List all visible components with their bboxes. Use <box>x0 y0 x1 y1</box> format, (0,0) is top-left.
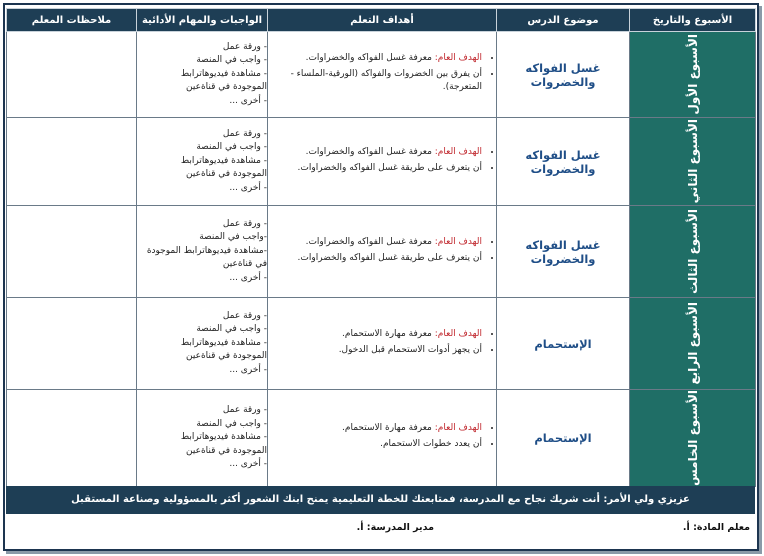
goal-item <box>268 68 482 95</box>
header-goals: أهداف التعلم <box>268 9 497 32</box>
notes-cell[interactable] <box>7 32 137 118</box>
table-row <box>7 390 756 487</box>
task-item: - مشاهدة فيديوهاترابط <box>180 432 267 443</box>
goal-key: الهدف العام: <box>434 329 482 339</box>
goal-text: معرفة غسل الفواكه والخضراوات. <box>305 237 435 247</box>
task-item: - ورقة عمل <box>222 405 267 416</box>
task-item: - أخرى ... <box>229 182 267 193</box>
week-label: الأسبوع الأول <box>685 34 700 115</box>
week-label: الأسبوع الخامس <box>685 390 700 486</box>
goal-text: أن يجهز أدوات الاستحمام قبل الدخول. <box>338 344 482 355</box>
goal-item <box>268 236 482 250</box>
goal-item <box>268 422 482 436</box>
tasks-cell <box>137 118 268 206</box>
goal-item <box>268 146 482 160</box>
goal-text: أن يتعرف على طريقة غسل الفواكه والخضراوات. <box>297 252 482 263</box>
goals-cell <box>268 206 497 298</box>
task-item: - مشاهدة فيديوهاترابط <box>180 155 267 166</box>
goal-text: أن يتعرف على طريقة غسل الفواكه والخضراوات. <box>297 162 482 173</box>
task-item: -واجب في المنصة <box>199 232 267 243</box>
goal-item <box>268 438 482 452</box>
goal-key: الهدف العام: <box>434 423 482 434</box>
task-item: الموجودة في قناةعين <box>186 82 267 93</box>
header-notes: ملاحظات المعلم <box>7 9 137 32</box>
week-cell <box>630 32 756 118</box>
tasks-cell <box>137 298 268 390</box>
week-label: الأسبوع الرابع <box>685 302 700 385</box>
goal-key: الهدف العام: <box>434 237 482 247</box>
tasks-cell <box>137 32 268 118</box>
notes-cell[interactable] <box>7 206 137 298</box>
topic-cell: غسل الفواكه والخضروات <box>497 32 630 118</box>
week-cell <box>630 298 756 390</box>
topic-cell: غسل الفواكه والخضروات <box>497 118 630 206</box>
principal-signature-line: مدير المدرسة: أ. <box>356 522 434 533</box>
header-topic: موضوع الدرس <box>497 9 630 32</box>
header-row <box>7 9 756 32</box>
parent-message-banner: عزيزي ولي الأمر: أنت شريك نجاح مع المدرسة، فمتابعتك للخطة التعليمية يمنح ابنك الشعور أكثر بالمسؤولية وصناعة المستقبل <box>6 486 755 514</box>
task-item: -مشاهدة فيديوهاترابط الموجودة <box>146 245 267 256</box>
tasks-cell <box>137 206 268 298</box>
goals-cell <box>268 32 497 118</box>
week-cell <box>630 206 756 298</box>
topic-cell: الإستحمام <box>497 298 630 390</box>
goal-item <box>268 328 482 342</box>
table-row <box>7 206 756 298</box>
task-item: الموجودة في قناةعين <box>186 169 267 180</box>
goal-text: معرفة مهارة الاستحمام. <box>342 423 435 434</box>
task-item: - مشاهدة فيديوهاترابط <box>180 337 267 348</box>
topic-cell: غسل الفواكه والخضروات <box>497 206 630 298</box>
goal-item <box>268 252 482 266</box>
week-label: الأسبوع الثاني <box>685 119 700 204</box>
task-item: - مشاهدة فيديوهاترابط <box>180 68 267 79</box>
goals-cell <box>268 390 497 487</box>
notes-cell[interactable] <box>7 118 137 206</box>
task-item: - واجب في المنصة <box>196 324 267 335</box>
table-row <box>7 32 756 118</box>
task-item: - واجب في المنصة <box>196 142 267 153</box>
header-tasks: الواجبات والمهام الأدائية <box>137 9 268 32</box>
task-item: - ورقة عمل <box>222 128 267 139</box>
topic-cell: الإستحمام <box>497 390 630 487</box>
goal-text: أن يفرق بين الخضروات والفواكه (الورقية-الملساء - المتعرجة). <box>290 68 482 93</box>
task-item: الموجودة في قناةعين <box>186 351 267 362</box>
goal-item <box>268 344 482 358</box>
week-cell <box>630 118 756 206</box>
goal-text: معرفة غسل الفواكه والخضراوات. <box>305 53 435 64</box>
notes-cell[interactable] <box>7 390 137 487</box>
task-item: في قناةعين <box>222 259 267 270</box>
table-row <box>7 298 756 390</box>
tasks-cell <box>137 390 268 487</box>
task-item: الموجودة في قناةعين <box>186 445 267 456</box>
task-item: - أخرى ... <box>229 272 267 283</box>
goals-cell <box>268 298 497 390</box>
goal-item <box>268 52 482 66</box>
goal-item <box>268 162 482 176</box>
task-item: - ورقة عمل <box>222 41 267 52</box>
goal-text: معرفة غسل الفواكه والخضراوات. <box>305 147 435 157</box>
goal-key: الهدف العام: <box>434 53 482 64</box>
header-week: الأسبوع والتاريخ <box>630 9 756 32</box>
goal-text: معرفة مهارة الاستحمام. <box>342 329 435 339</box>
table-row <box>7 118 756 206</box>
teacher-signature-line: معلم المادة: أ. <box>682 522 750 533</box>
week-cell <box>630 390 756 487</box>
task-item: - ورقة عمل <box>222 218 267 229</box>
weekly-plan-table <box>6 8 756 487</box>
notes-cell[interactable] <box>7 298 137 390</box>
week-label: الأسبوع الثالث <box>685 209 700 294</box>
goal-text: أن يعدد خطوات الاستحمام. <box>380 438 482 449</box>
goals-cell <box>268 118 497 206</box>
task-item: - واجب في المنصة <box>196 55 267 66</box>
task-item: - أخرى ... <box>229 459 267 470</box>
task-item: - واجب في المنصة <box>196 418 267 429</box>
task-item: - أخرى ... <box>229 95 267 106</box>
task-item: - ورقة عمل <box>222 310 267 321</box>
task-item: - أخرى ... <box>229 364 267 375</box>
goal-key: الهدف العام: <box>434 147 482 157</box>
